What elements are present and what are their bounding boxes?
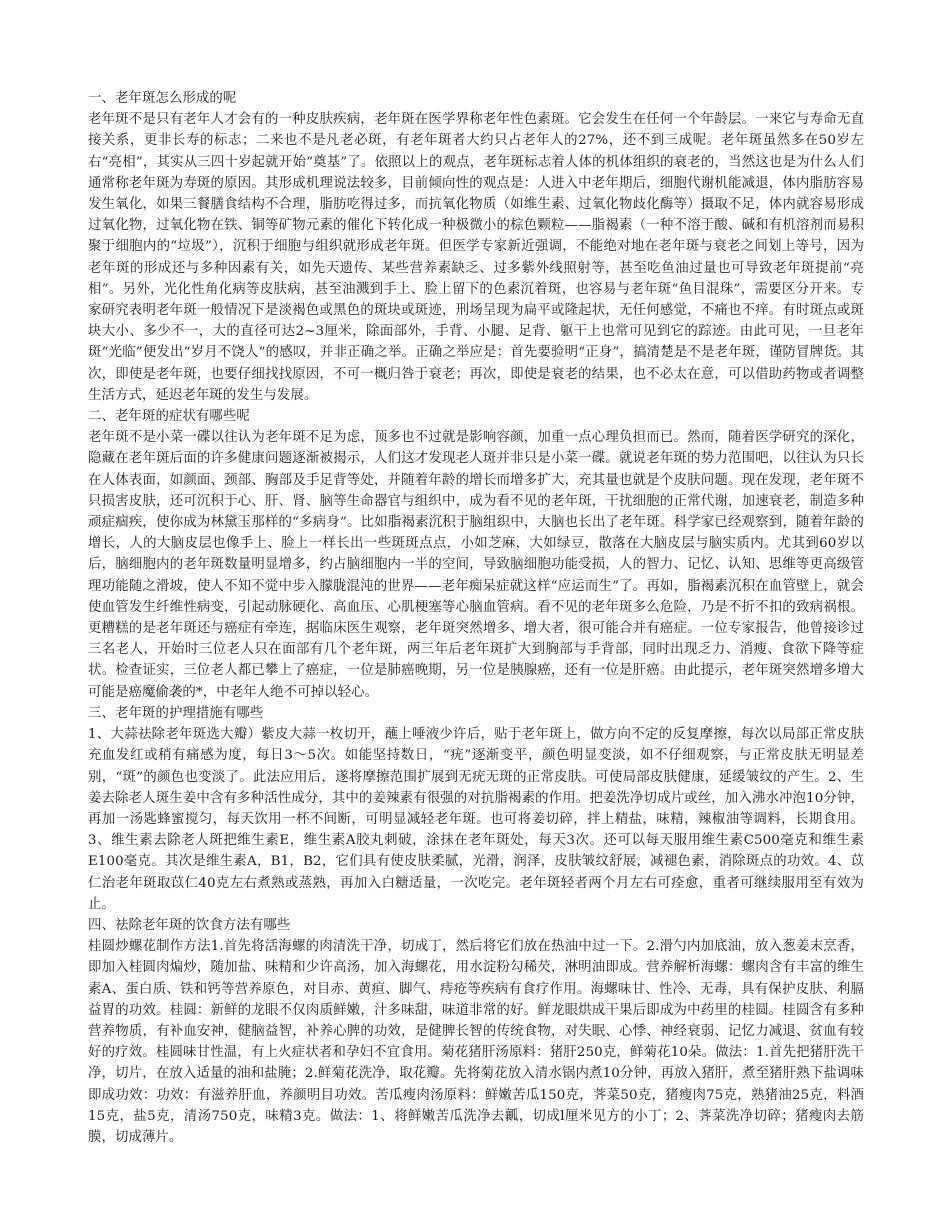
section-body: 桂圆炒螺花制作方法1.首先将活海螺的肉清洗干净，切成丁，然后将它们放在热油中过一下。2.滑勺内加底油，放入葱姜末烹香，即加入桂圆肉煸炒，随加盐、味精和少许高汤，加入海螺花，用水淀粉勾稀芡，淋明油即成。营养解析海螺：螺肉含有丰富的维生素A、蛋白质、铁和钙等营养原色，对目赤、黄疸、脚气、痔疮等疾病有食疗作用。海螺味甘、性冷、无毒，具有保护皮肤、利膈益胃的功效。桂圆：新鲜的龙眼不仅肉质鲜嫩，汁多味甜，味道非常的好。鲜龙眼烘成干果后即成为中药里的桂圆。桂圆含有多种营养物质，有补血安神，健脑益智，补养心脾的功效，是健脾长智的传统食物，对失眠、心悸、神经衰弱、记忆力减退、贫血有较好的疗效。桂圆味甘性温，有上火症状者和孕妇不宜食用。菊花猪肝汤原料：猪肝250克，鲜菊花10朵。做法：1.首先把猪肝洗干净，切片，在放入适量的油和盐腌；2.鲜菊花洗净，取花瓣。先将菊花放入清水锅内煮10分钟，再放入猪肝，煮至猪肝熟下盐调味即成功效：功效：有滋养肝血，养颜明目功效。苦瓜瘦肉汤原料：鲜嫩苦瓜150克，荠菜50克，猪瘦肉75克，熟猪油25克，料酒15克，盐5克，清汤750克，味精3克。做法：1、将鲜嫩苦瓜洗净去瓤，切成l厘米见方的小丁；2、荠菜洗净切碎；猪瘦肉去筋膜，切成薄片。 xyxy=(88,939,864,1145)
section-body: 老年斑不是小菜一碟以往认为老年斑不足为虑，顶多也不过就是影响容颜，加重一点心理负担而已。然而，随着医学研究的深化，隐藏在老年斑后面的许多健康问题逐渐被揭示，人们这才发现老人斑并非只是小菜一碟。就说老年斑的势力范围吧，以往认为只长在人体表面，如颜面、颈部、胸部及手足背等处，并随着年龄的增长而增多扩大，充其量也就是个皮肤问题。现在发现，老年斑不只损害皮肤，还可沉积于心、肝、肾、脑等生命器官与组织中，成为看不见的老年斑，干扰细胞的正常代谢，加速衰老，制造多种顽症痼疾，使你成为林黛玉那样的“多病身”。比如脂褐素沉积于脑组织中，大脑也长出了老年斑。科学家已经观察到，随着年龄的增长，人的大脑皮层也像手上、脸上一样长出一些斑斑点点，小如芝麻，大如绿豆，散落在大脑皮层与脑实质内。尤其到60岁以后，脑细胞内的老年斑数量明显增多，约占脑细胞内一半的空间，导致脑细胞功能受损，人的智力、记忆、认知、思维等更高级管理功能随之滑坡，使人不知不觉中步入朦胧混沌的世界——老年痴呆症就这样“应运而生”了。再如，脂褐素沉积在血管壁上，就会使血管发生纤维性病变，引起动脉硬化、高血压、心肌梗塞等心脑血管病。看不见的老年斑多么危险，乃是不折不扣的致病祸根。更糟糕的是老年斑还与癌症有牵连，据临床医生观察，老年斑突然增多、增大者，很可能合并有癌症。一位专家报告，他曾接诊过三名老人，开始时三位老人只在面部有几个老年斑，两三年后老年斑扩大到胸部与手背部，同时出现乏力、消瘦、食欲下降等症状。检查证实，三位老人都已攀上了癌症，一位是肺癌晚期，另一位是胰腺癌，还有一位是肝癌。由此提示，老年斑突然增多增大可能是癌魔偷袭的*，中老年人绝不可掉以轻心。 xyxy=(88,430,864,700)
section-symptoms xyxy=(88,406,864,703)
section-care xyxy=(88,703,864,915)
section-body: 1、大蒜祛除老年斑选大瓣）紫皮大蒜一枚切开，蘸上唾液少许后，贴于老年斑上，做方向不定的反复摩擦，每次以局部正常皮肤充血发红或稍有痛感为度，每日3～5次。如能坚持数日，“疣”逐渐变平，颜色明显变淡，如不仔细观察，与正常皮肤无明显差别，“斑”的颜色也变淡了。此法应用后，遂将摩擦范围扩展到无疣无斑的正常皮肤。可使局部皮肤健康，延缓皱纹的产生。2、生姜去除老人斑生姜中含有多种活性成分，其中的姜辣素有很强的对抗脂褐素的作用。把姜洗净切成片或丝，加入沸水冲泡10分钟，再加一汤匙蜂蜜搅匀，每天饮用一杯不间断，可明显减轻老年斑。也可将姜切碎，拌上精盐，味精，辣椒油等调料，长期食用。3、维生素去除老人斑把维生素E，维生素A胶丸刺破，涂抹在老年斑处，每天3次。还可以每天服用维生素C500毫克和维生素E100毫克。其次是维生素A，B1，B2，它们具有使皮肤柔腻，光滑，润泽，皮肤皱纹舒展，减褪色素，消除斑点的功效。4、苡仁治老年斑取苡仁40克左右煮熟或蒸熟，再加入白糖适量，一次吃完。老年斑轻者两个月左右可痊愈，重者可继续服用至有效为止。 xyxy=(88,727,864,912)
section-body: 老年斑不是只有老年人才会有的一种皮肤疾病，老年斑在医学界称老年性色素斑。它会发生在任何一个年龄层。一来它与寿命无直接关系，更非长寿的标志；二来也不是凡老必斑，有老年斑者大约只占老年人的27%，还不到三成呢。老年斑虽然多在50岁左右“亮相”，其实从三四十岁起就开始“奠基”了。依照以上的观点，老年斑标志着人体的机体组织的衰老的，当然这也是为什么人们通常称老年斑为寿斑的原因。其形成机理说法较多，目前倾向性的观点是：人进入中老年期后，细胞代谢机能减退，体内脂肪容易发生氧化，如果三餐膳食结构不合理，脂肪吃得过多，而抗氧化物质（如维生素、过氧化物歧化酶等）摄取不足，体内就容易形成过氧化物，过氧化物在铁、铜等矿物元素的催化下转化成一种极微小的棕色颗粒——脂褐素（一种不溶于酸、碱和有机溶剂而易积聚于细胞内的“垃圾”），沉积于细胞与组织就形成老年斑。但医学专家新近强调，不能绝对地在老年斑与衰老之间划上等号，因为老年斑的形成还与多种因素有关，如先天遗传、某些营养素缺乏、过多紫外线照射等，甚至吃鱼油过量也可导致老年斑提前“亮相”。另外，光化性角化病等皮肤病，甚至油溅到手上、脸上留下的色素沉着斑，也容易与老年斑“鱼目混珠”，需要区分开来。专家研究表明老年斑一般情况下是淡褐色或黑色的斑块或斑迹，刑场呈现为扁平或隆起状，无任何感觉，不痛也不痒。有时斑点或斑块大小、多少不一，大的直径可达2~3厘米，除面部外，手背、小腿、足背、躯干上也常可见到它的踪迹。由此可见，一旦老年斑“光临”便发出“岁月不饶人”的感叹，并非正确之举。正确之举应是：首先要验明“正身”，搞清楚是不是老年斑，谨防冒牌货。其次，即使是老年斑，也要仔细找找原因，不可一概归咎于衰老；再次，即使是衰老的结果，也不必太在意，可以借助药物或者调整生活方式，延迟老年斑的发生与发展。 xyxy=(88,112,864,403)
section-formation xyxy=(88,88,864,406)
section-heading: 二、老年斑的症状有哪些呢 xyxy=(88,409,250,425)
section-heading: 四、祛除老年斑的饮食方法有哪些 xyxy=(88,917,291,933)
section-diet xyxy=(88,915,864,1148)
document-page xyxy=(88,88,864,1148)
section-heading: 三、老年斑的护理措施有哪些 xyxy=(88,705,264,721)
section-heading: 一、老年斑怎么形成的呢 xyxy=(88,91,237,106)
